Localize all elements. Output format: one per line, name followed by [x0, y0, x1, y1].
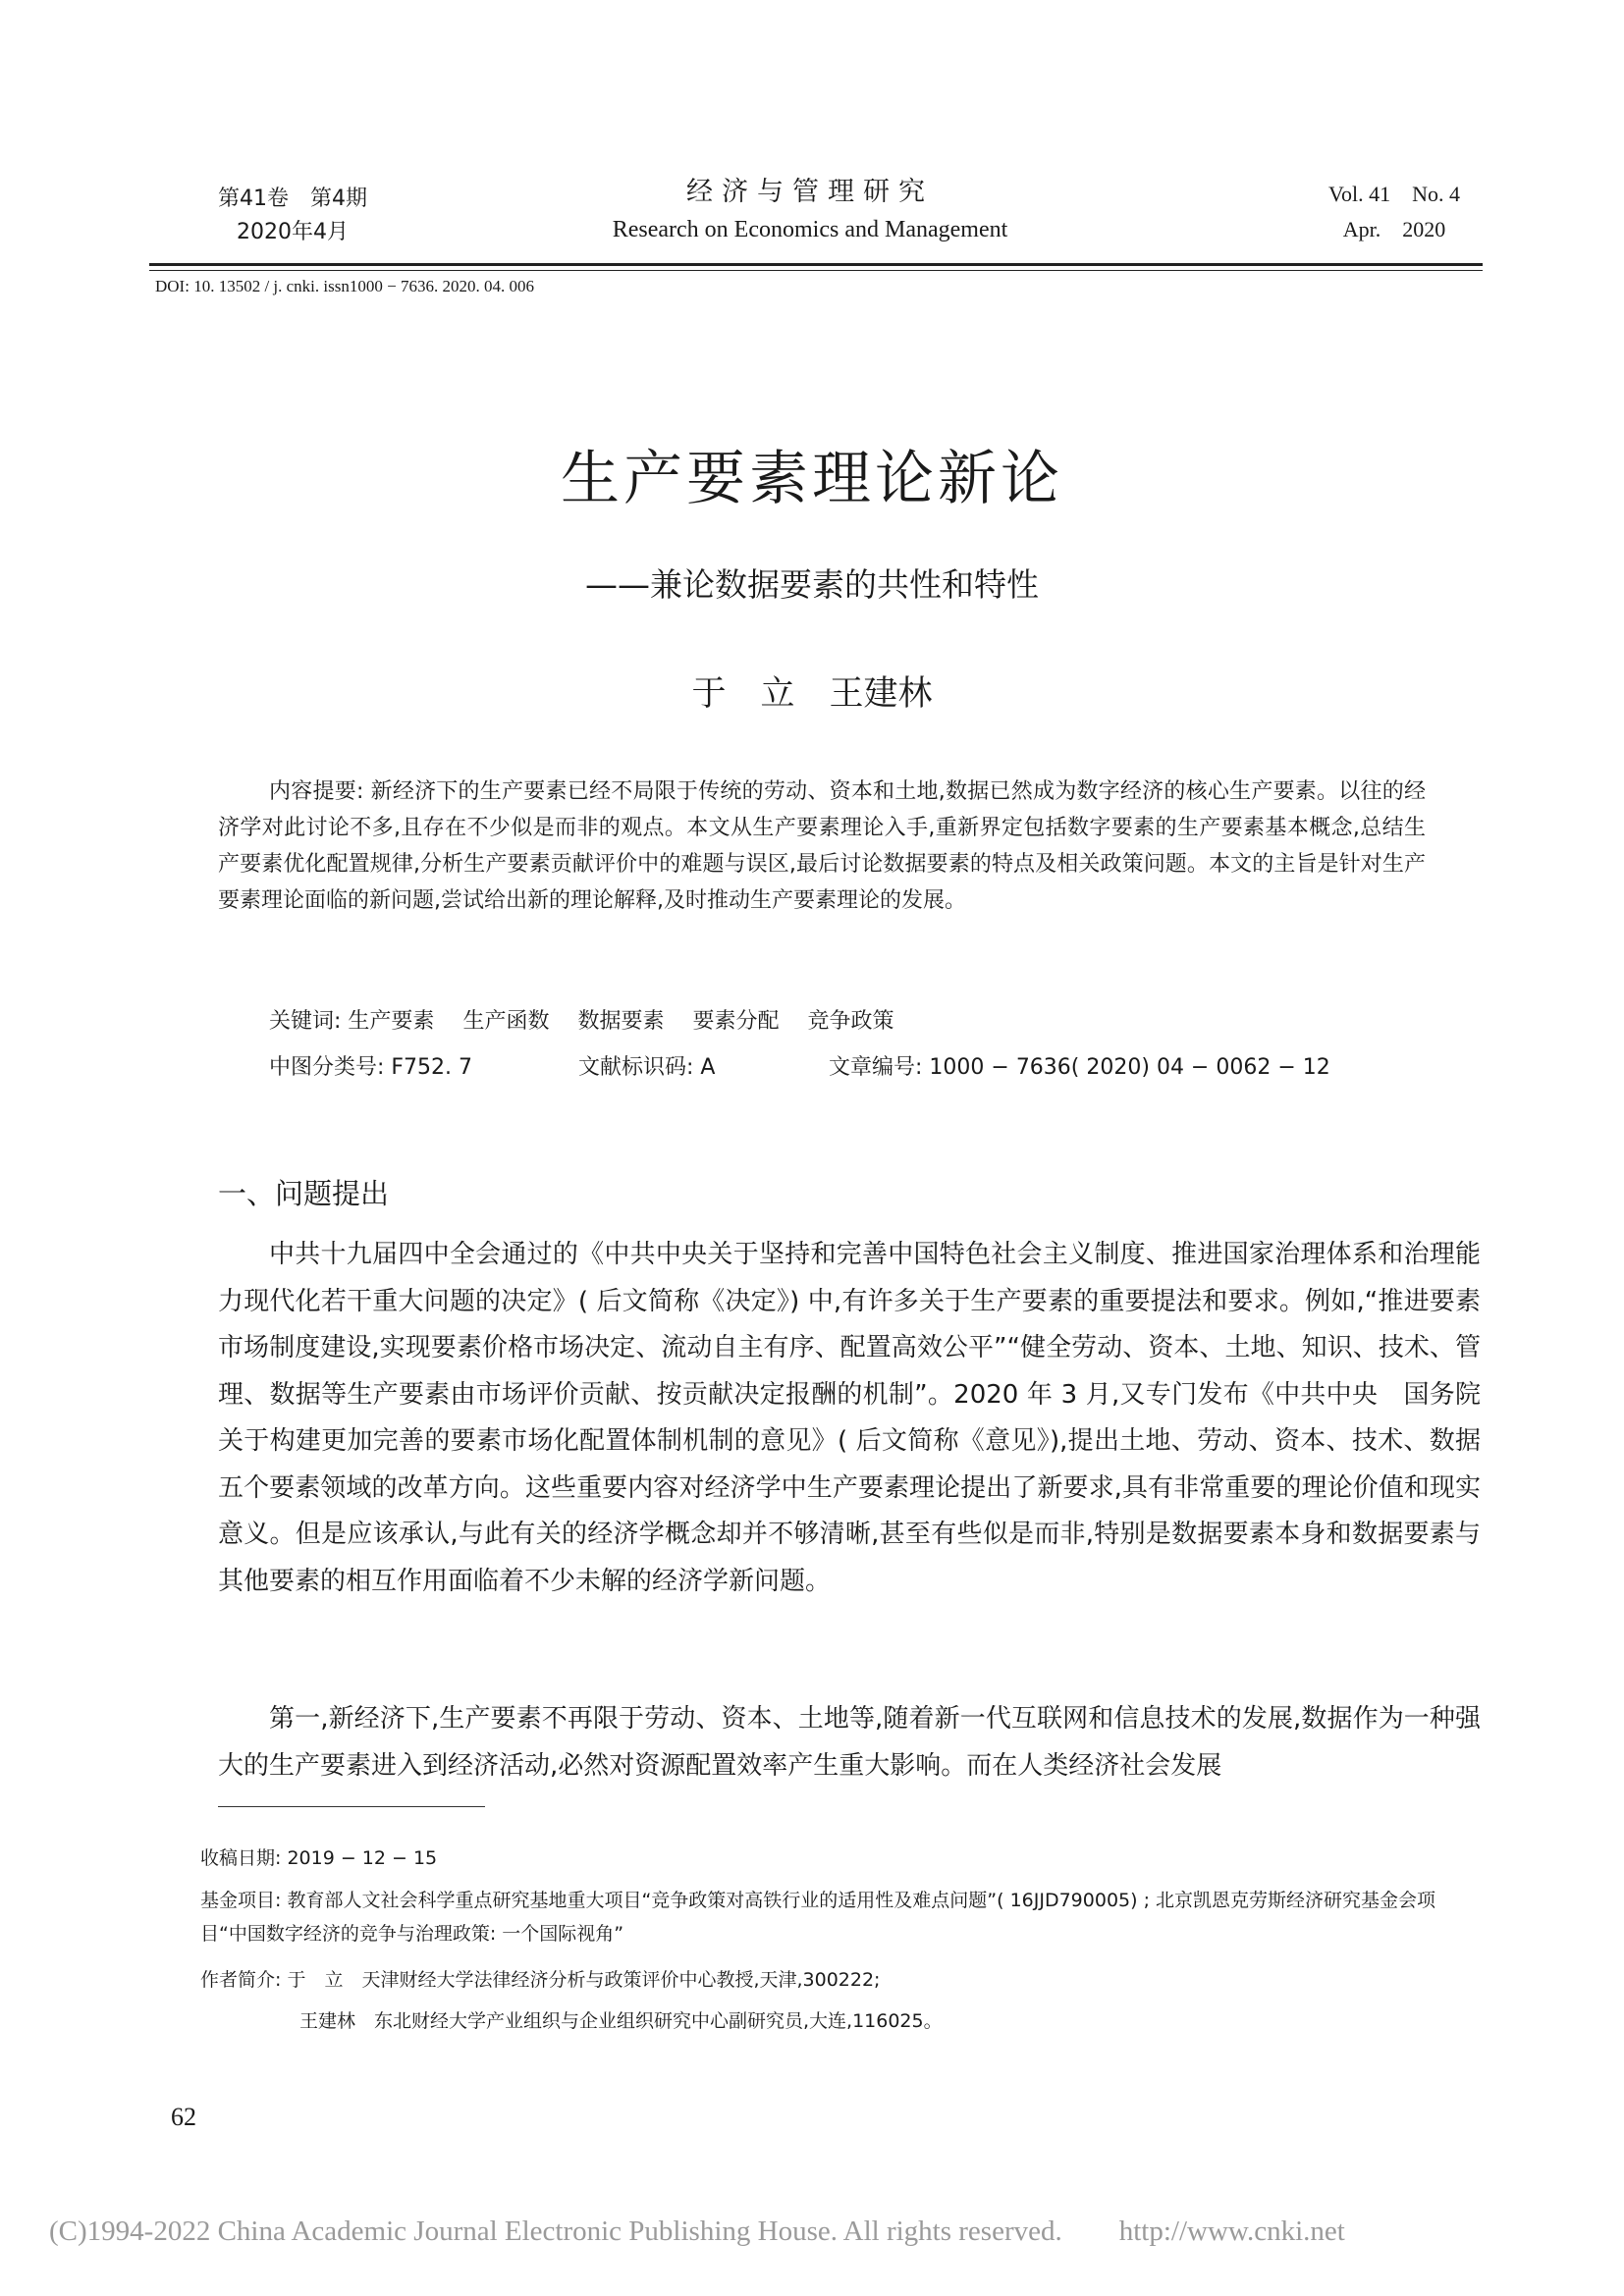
copyright-notice: (C)1994-2022 China Academic Journal Electronic Publishing House. All rights reserved. http://www.cnki.net [49, 2216, 1345, 2247]
journal-name-en: Research on Economics and Management [612, 217, 1008, 242]
header-rule-thick [149, 263, 1483, 266]
header-rule-thin [149, 270, 1483, 271]
journal-name-cn: 经济与管理研究 [686, 177, 934, 207]
clc-number: 中图分类号: F752. 7 [269, 1055, 473, 1080]
classification-line [269, 1052, 1330, 1084]
footnote-received: 收稿日期: 2019 − 12 − 15 [200, 1847, 438, 1869]
issue-date: 2020年4月 [237, 220, 349, 244]
issue-info-en [1316, 177, 1473, 247]
article-authors: 于 立 王建林 [691, 674, 933, 714]
issue-date-en: Apr. 2020 [1342, 217, 1446, 241]
abstract: 内容提要: 新经济下的生产要素已经不局限于传统的劳动、资本和土地,数据已然成为数字经济的核心生产要素。以往的经济学对此讨论不多,且存在不少似是而非的观点。本文从生产要素理论入手,重新界定包括数字要素的生产要素基本概念,总结生产要素优化配置规律,分析生产要素贡献评价中的难题与误区,最后讨论数据要素的特点及相关政策问题。本文的主旨是针对生产要素理论面临的新问题,尝试给出新的理论解释,及时推动生产要素理论的发展。 [218, 779, 1426, 913]
footnote-author: 作者简介: 于 立 天津财经大学法律经济分析与政策评价中心教授,天津,300222; [200, 1969, 881, 1991]
article-subtitle: ——兼论数据要素的共性和特性 [585, 565, 1039, 604]
page-number: 62 [171, 2103, 196, 2131]
keywords-label: 关键词: [269, 1009, 342, 1034]
keyword: 生产函数 [462, 1009, 550, 1034]
body-paragraph: 中共十九届四中全会通过的《中共中央关于坚持和完善中国特色社会主义制度、推进国家治理体系和治理能力现代化若干重大问题的决定》( 后文简称《决定》) 中,有许多关于生产要素的重要提法和要求。例如,“推进要素市场制度建设,实现要素价格市场决定、流动自主有序、配置高效公平”“健全劳动、资本、土地、知识、技术、管理、数据等生产要素由市场评价贡献、按贡献决定报酬的机制”。2020 年 3 月,又专门发布《中共中央 国务院关于构建更加完善的要素市场化配置体制机制的意见》( 后文简称《意见》),提出土地、劳动、资本、技术、数据五个要素领域的改革方向。这些重要内容对经济学中生产要素理论提出了新要求,具有非常重要的理论价值和现实意义。但是应该承认,与此有关的经济学概念却并不够清晰,甚至有些似是而非,特别是数据要素本身和数据要素与其他要素的相互作用面临着不少未解的经济学新问题。 [218, 1240, 1481, 1596]
article-number: 文章编号: 1000 − 7636( 2020) 04 − 0062 − 12 [829, 1055, 1330, 1080]
section-heading: 一、问题提出 [218, 1177, 390, 1210]
keyword: 生产要素 [348, 1009, 435, 1034]
journal-name [550, 173, 1070, 247]
doi: DOI: 10. 13502 / j. cnki. issn1000 − 7636. 2020. 04. 006 [155, 277, 534, 295]
footnote-author: 王建林 东北财经大学产业组织与企业组织研究中心副研究员,大连,116025。 [299, 2010, 943, 2032]
article-title: 生产要素理论新论 [561, 445, 1063, 513]
volume-issue-en: Vol. 41 No. 4 [1327, 182, 1461, 206]
volume-issue: 第41卷 第4期 [218, 187, 367, 211]
footnote-rule [218, 1806, 485, 1807]
keyword: 数据要素 [577, 1009, 665, 1034]
keyword: 要素分配 [692, 1009, 780, 1034]
body-paragraph: 第一,新经济下,生产要素不再限于劳动、资本、土地等,随着新一代互联网和信息技术的发展,数据作为一种强大的生产要素进入到经济活动,必然对资源配置效率产生重大影响。而在人类经济社会发展 [218, 1704, 1481, 1781]
document-code: 文献标识码: A [578, 1055, 716, 1080]
keyword: 竞争政策 [807, 1009, 894, 1034]
keywords [269, 1006, 916, 1038]
issue-info [194, 183, 391, 249]
footnote-fund: 基金项目: 教育部人文社会科学重点研究基地重大项目“竞争政策对高铁行业的适用性及难点问题”( 16JJD790005) ; 北京凯恩克劳斯经济研究基金会项目“中国数字经济的竞争与治理政策: 一个国际视角” [200, 1890, 1436, 1945]
